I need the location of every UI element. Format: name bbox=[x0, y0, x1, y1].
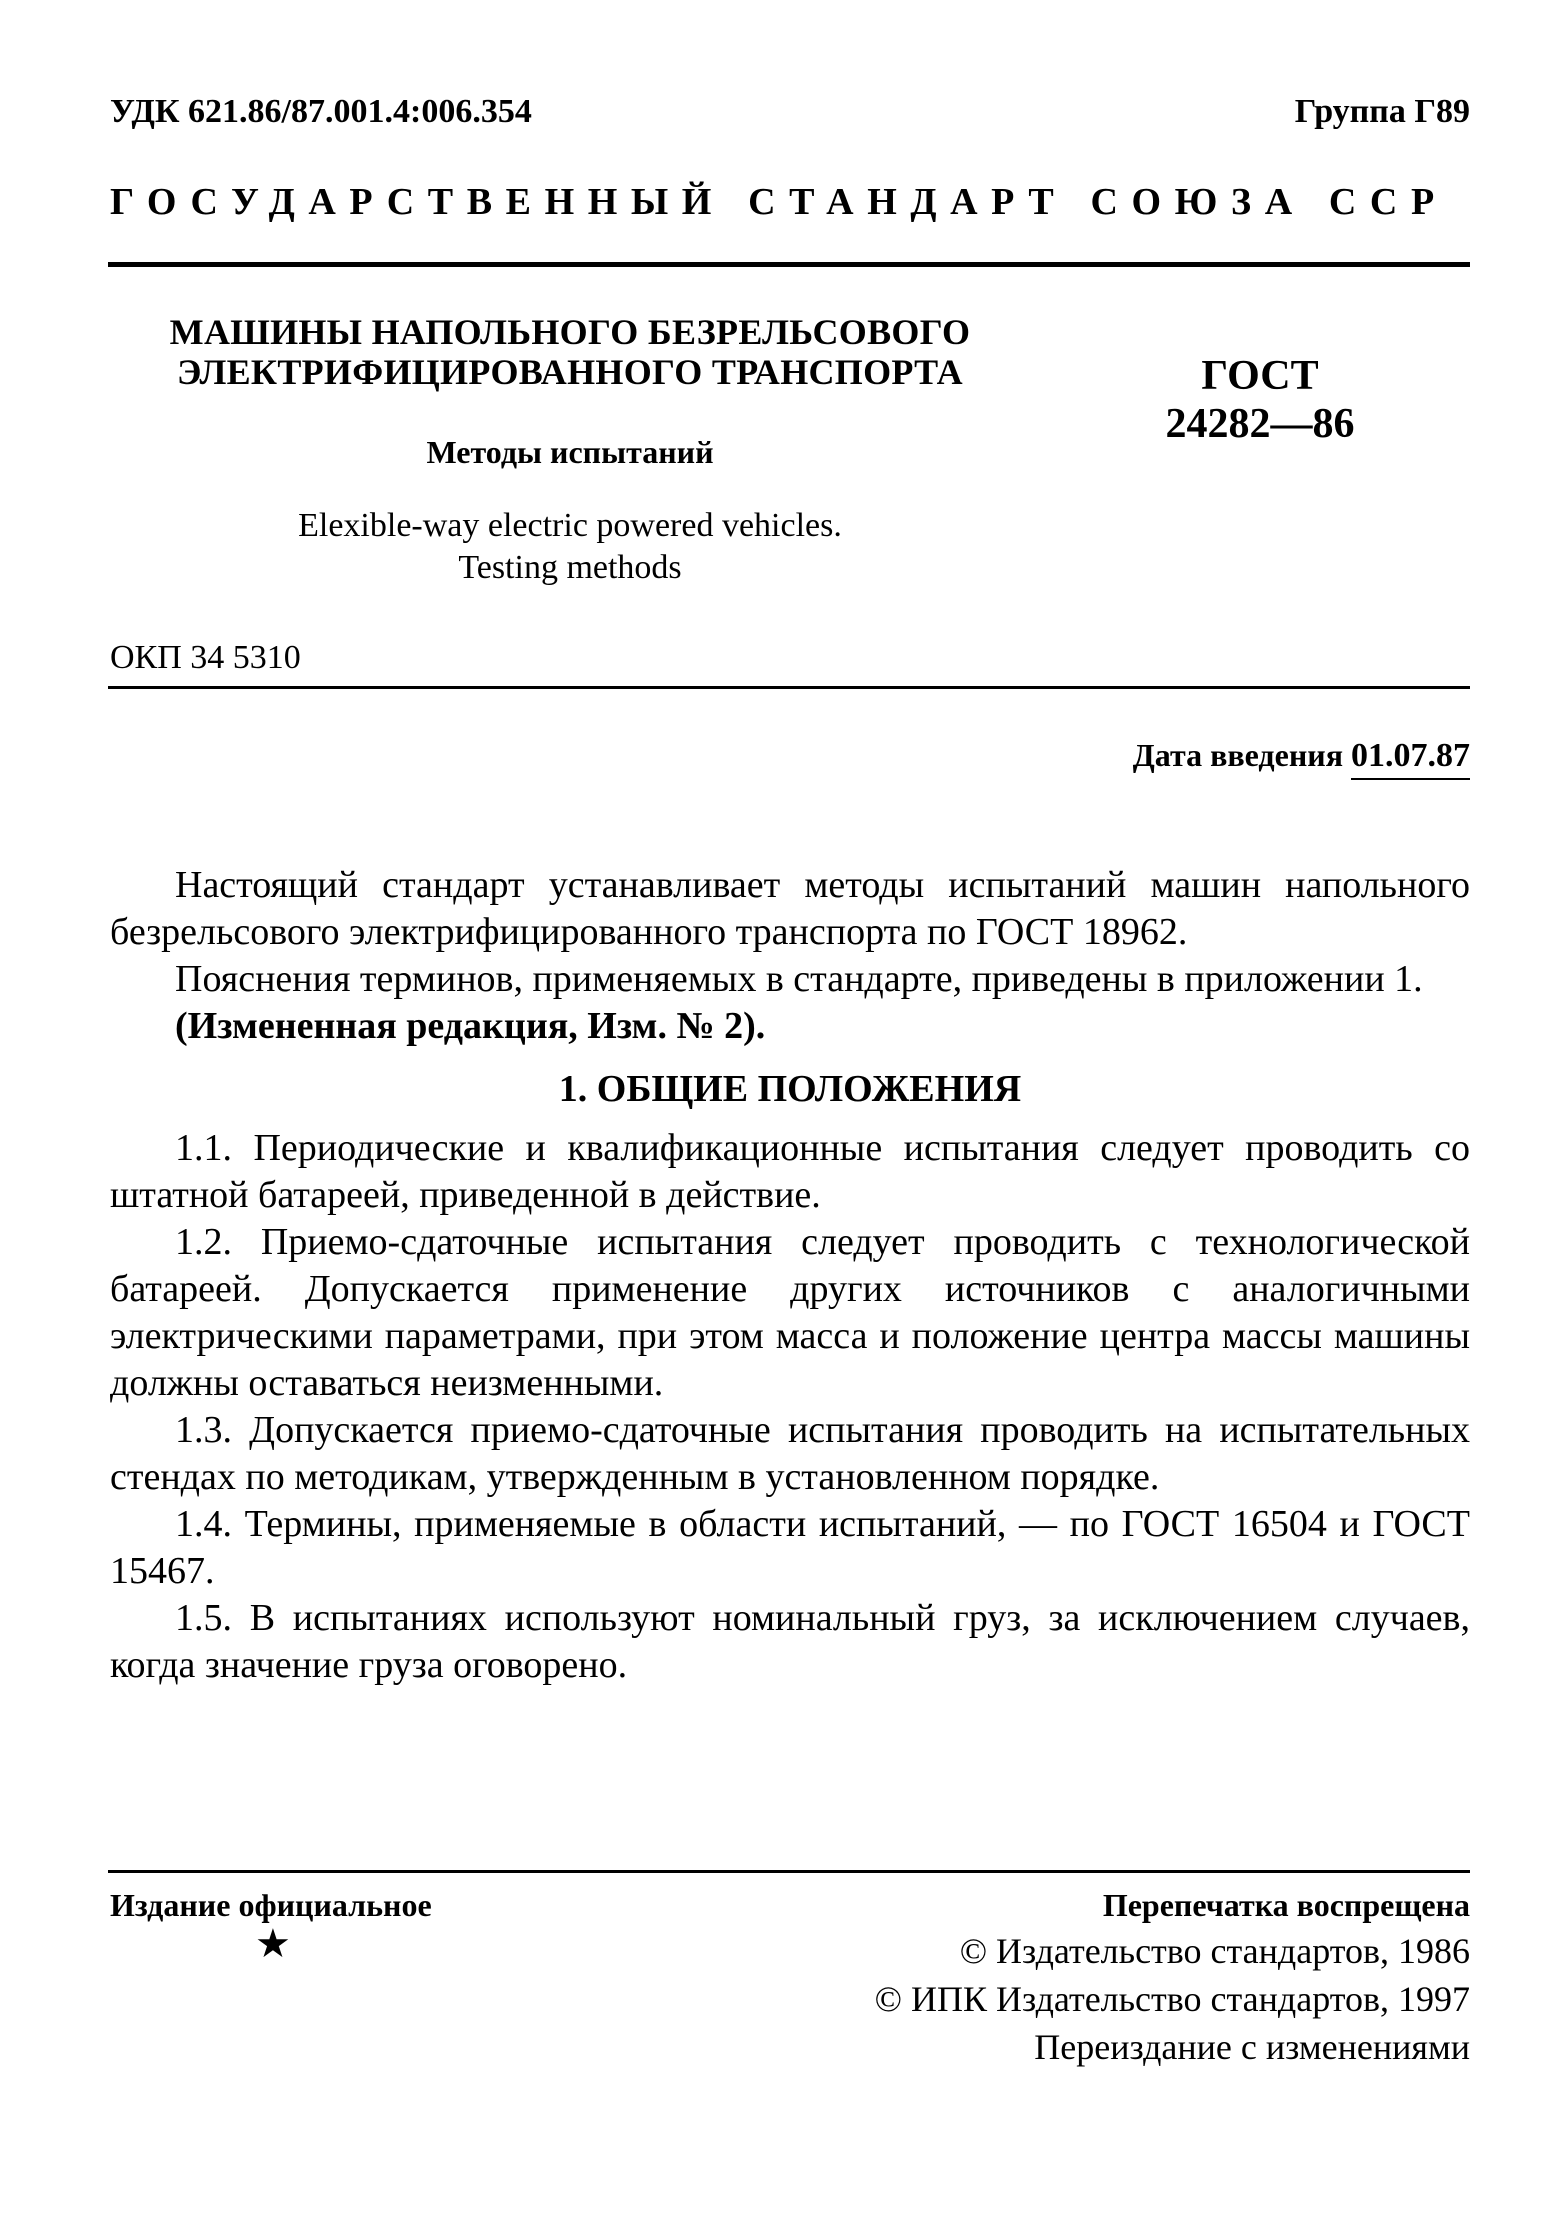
intro-paragraph: Настоящий стандарт устанавливает методы испытаний машин напольного безрельсового электрифицированного транспорта по ГОСТ 18962. bbox=[110, 864, 1470, 953]
footer-copyright-block bbox=[875, 1885, 1470, 2071]
clause-1-4: 1.4. Термины, применяемые в области испытаний, — по ГОСТ 16504 и ГОСТ 15467. bbox=[110, 1503, 1470, 1592]
gost-designation bbox=[1120, 352, 1400, 448]
reprint-prohibited: Перепечатка воспрещена bbox=[1102, 1887, 1470, 1923]
english-title bbox=[230, 505, 910, 589]
title-line-2: ЭЛЕКТРИФИЦИРОВАННОГО ТРАНСПОРТА bbox=[177, 352, 963, 392]
document-title bbox=[130, 312, 1010, 392]
clause-1-5: 1.5. В испытаниях используют номинальный груз, за исключением случаев, когда значение груза оговорено. bbox=[110, 1597, 1470, 1686]
english-title-line-2: Testing methods bbox=[458, 549, 682, 586]
official-edition-label: Издание официальное bbox=[110, 1887, 432, 1923]
date-value: 01.07.87 bbox=[1351, 737, 1470, 780]
amendment-note: (Измененная редакция, Изм. № 2). bbox=[175, 1005, 766, 1047]
title-line-1: МАШИНЫ НАПОЛЬНОГО БЕЗРЕЛЬСОВОГО bbox=[169, 312, 971, 352]
reissue-note: Переиздание с изменениями bbox=[1034, 2027, 1470, 2067]
document-subtitle: Методы испытаний bbox=[426, 434, 714, 470]
terms-note-paragraph: Пояснения терминов, применяемых в стандарте, приведены в приложении 1. bbox=[175, 958, 1423, 1000]
footer-divider bbox=[108, 1870, 1470, 1873]
okp-code: ОКП 34 5310 bbox=[110, 639, 301, 676]
clause-1-2: 1.2. Приемо-сдаточные испытания следует проводить с технологической батареей. Допускается применение других источников с аналогичными электрическими параметрами, при этом масса и положение центра массы машины должны оставаться неизменными. bbox=[110, 1221, 1470, 1404]
okp-divider bbox=[108, 686, 1470, 689]
english-title-line-1: Elexible-way electric powered vehicles. bbox=[298, 507, 842, 544]
group-code: Группа Г89 bbox=[1294, 93, 1470, 130]
gost-label: ГОСТ bbox=[1201, 353, 1319, 399]
udk-code: УДК 621.86/87.001.4:006.354 bbox=[110, 93, 532, 130]
date-label: Дата введения bbox=[1132, 737, 1343, 773]
document-body bbox=[110, 862, 1470, 1689]
clause-1-1: 1.1. Периодические и квалификационные испытания следует проводить со штатной батареей, приведенной в действие. bbox=[110, 1127, 1470, 1216]
gost-number: 24282—86 bbox=[1165, 401, 1355, 447]
state-standard-title: ГОСУДАРСТВЕННЫЙ СТАНДАРТ СОЮЗА ССР bbox=[110, 181, 1448, 223]
clause-1-3: 1.3. Допускается приемо-сдаточные испытания проводить на испытательных стендах по методикам, утвержденным в установленном порядке. bbox=[110, 1409, 1470, 1498]
star-icon: ★ bbox=[255, 1921, 291, 1966]
copyright-1986: © Издательство стандартов, 1986 bbox=[959, 1931, 1470, 1971]
section-1-heading: 1. ОБЩИЕ ПОЛОЖЕНИЯ bbox=[558, 1068, 1022, 1110]
copyright-1997: © ИПК Издательство стандартов, 1997 bbox=[874, 1979, 1470, 2019]
introduction-date bbox=[1133, 735, 1470, 776]
header-divider bbox=[108, 262, 1470, 267]
